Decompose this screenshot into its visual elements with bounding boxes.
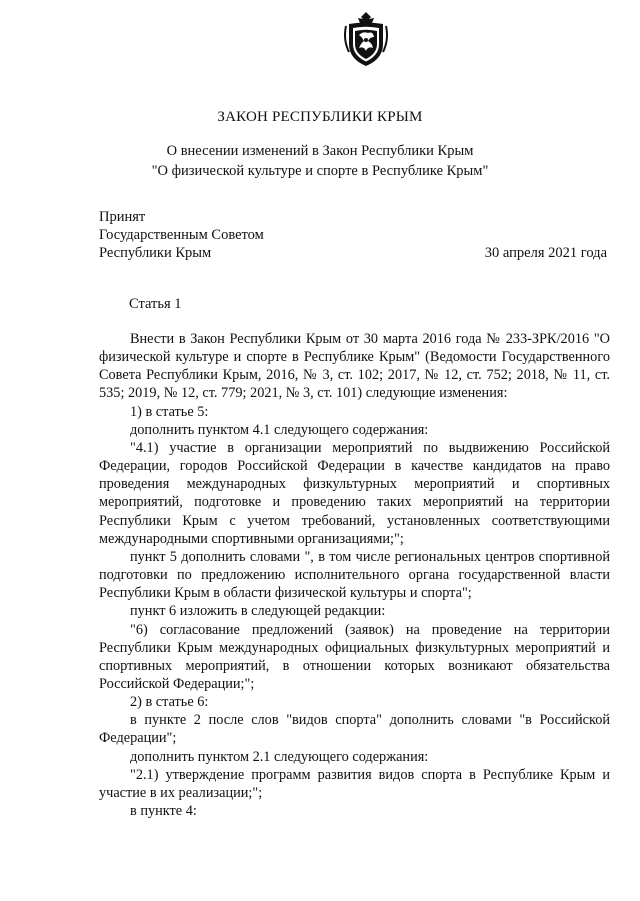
paragraph-add-2-1: дополнить пунктом 2.1 следующего содержания:: [130, 748, 429, 765]
paragraph-text-6: "6) согласование предложений (заявок) на проведение на территории Республики Крым международных официальных физкультурных мероприятий и спортивных мероприятий, в отношении которых возникают обязательства Российской Федерации;";: [99, 621, 610, 692]
paragraph-point-5: пункт 5 дополнить словами ", в том числе региональных центров спортивной подготовки по предложению исполнительного органа государственной власти Республики Крым в области физической культуры и спорта";: [99, 548, 610, 602]
law-subtitle: [0, 141, 640, 181]
adoption-block: [99, 208, 264, 262]
paragraph-point-4: в пункте 4:: [130, 803, 197, 820]
subtitle-line-2: "О физической культуре и спорте в Республике Крым": [151, 163, 489, 179]
article-heading: Статья 1: [129, 296, 182, 312]
paragraph-text-2-1: "2.1) утверждение программ развития видов спорта в Республике Крым и участие в их реализации;";: [99, 766, 610, 801]
adopted-line-2: Государственным Советом: [99, 227, 264, 243]
subtitle-line-1: О внесении изменений в Закон Республики Крым: [166, 143, 474, 159]
crimea-emblem: [341, 10, 391, 68]
adopted-line-1: Принят: [99, 209, 146, 225]
paragraph-point-2: в пункте 2 после слов "видов спорта" дополнить словами "в Российской Федерации";: [99, 712, 610, 747]
paragraph-point-6: пункт 6 изложить в следующей редакции:: [130, 603, 386, 620]
article-body: [99, 330, 610, 820]
law-title: ЗАКОН РЕСПУБЛИКИ КРЫМ: [217, 109, 423, 125]
adoption-date: 30 апреля 2021 года: [484, 245, 607, 261]
paragraph-item-1: 1) в статье 5:: [130, 403, 209, 420]
paragraph-item-2: 2) в статье 6:: [130, 694, 209, 711]
coat-of-arms-icon: [341, 10, 391, 68]
adopted-line-3: Республики Крым: [99, 245, 212, 261]
paragraph-text-4-1: "4.1) участие в организации мероприятий по выдвижению Российской Федерации, городов Российской Федерации в качестве кандидатов на право проведения международных физкультурных мероприятий и спортивных мероприятий, подготовке и проведению таких мероприятий на территории Республики Крым с учетом требований, установленных соответствующими международными спортивными организациями;";: [99, 439, 610, 547]
paragraph-intro: Внести в Закон Республики Крым от 30 марта 2016 года № 233-ЗРК/2016 "О физической культуре и спорте в Республике Крым" (Ведомости Государственного Совета Республики Крым, 2016, № 3, ст. 102; 2017, № 12, ст. 752; 2018, № 11, ст. 535; 2019, № 12, ст. 779; 2021, № 3, ст. 101) следующие изменения:: [99, 331, 610, 402]
paragraph-add-4-1: дополнить пунктом 4.1 следующего содержания:: [130, 421, 429, 438]
